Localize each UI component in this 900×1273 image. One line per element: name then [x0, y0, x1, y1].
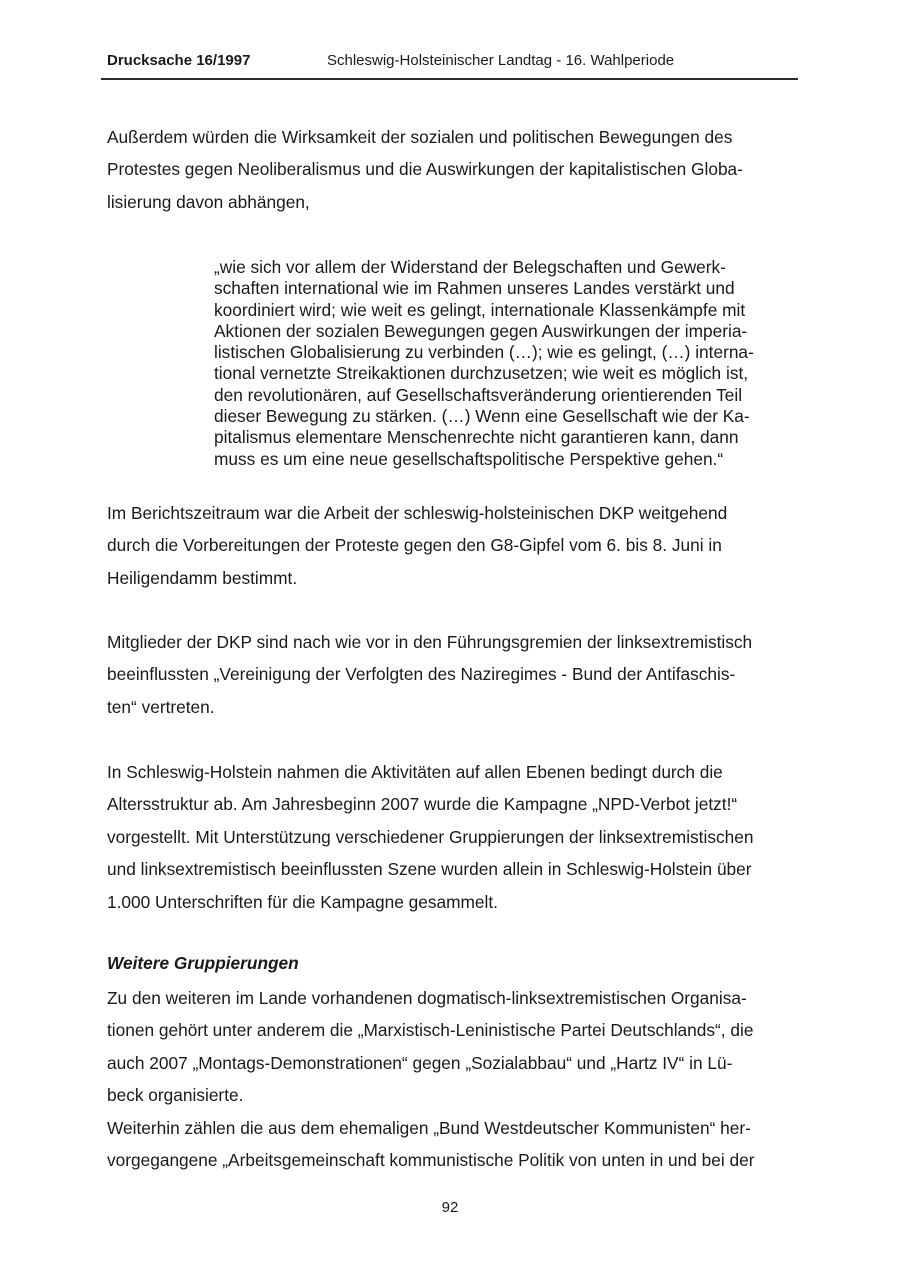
text-line: Altersstruktur ab. Am Jahresbeginn 2007 wurde die Kampagne „NPD-Verbot jetzt!“ — [107, 794, 738, 815]
text-line: vorgestellt. Mit Unterstützung verschiedener Gruppierungen der linksextremistischen — [107, 826, 754, 847]
quote-line: koordiniert wird; wie weit es gelingt, internationale Klassenkämpfe mit — [214, 299, 746, 320]
text-line: vorgegangene „Arbeitsgemeinschaft kommunistische Politik von unten in und bei der — [107, 1150, 755, 1171]
quote-line: den revolutionären, auf Gesellschaftsveränderung orientierenden Teil — [214, 384, 743, 405]
text-line: 1.000 Unterschriften für die Kampagne gesammelt. — [107, 891, 498, 912]
text-line: Im Berichtszeitraum war die Arbeit der schleswig-holsteinischen DKP weitgehend — [107, 503, 728, 523]
header-organization: Schleswig-Holsteinischer Landtag - 16. Wahlperiode — [327, 52, 675, 69]
quote-line: dieser Bewegung zu stärken. (…) Wenn eine Gesellschaft wie der Ka- — [214, 406, 750, 427]
text-line: beeinflussten „Vereinigung der Verfolgten des Naziregimes - Bund der Antifaschis- — [107, 664, 736, 685]
document-number: Drucksache 16/1997 — [107, 52, 251, 69]
text-line: lisierung davon abhängen, — [107, 191, 310, 212]
quote-line: „wie sich vor allem der Widerstand der Belegschaften und Gewerk- — [214, 257, 726, 277]
section-heading: Weitere Gruppierungen — [107, 953, 299, 973]
quote-line: pitalismus elementare Menschenrechte nicht garantieren kann, dann — [214, 427, 739, 448]
paragraph-5 — [107, 982, 797, 1176]
quote-line: listischen Globalisierung zu verbinden (…); wie es gelingt, (…) interna- — [214, 342, 754, 363]
text-line: durch die Vorbereitungen der Proteste gegen den G8-Gipfel vom 6. bis 8. Juni in — [107, 535, 722, 556]
text-line: Heiligendamm bestimmt. — [107, 567, 298, 588]
quote-line: Aktionen der sozialen Bewegungen gegen Auswirkungen der imperia- — [214, 320, 748, 341]
text-line: auch 2007 „Montags-Demonstrationen“ gegen „Sozialabbau“ und „Hartz IV“ in Lü- — [107, 1052, 733, 1073]
text-line: Zu den weiteren im Lande vorhandenen dogmatisch-linksextremistischen Organisa- — [107, 988, 747, 1008]
text-line: In Schleswig-Holstein nahmen die Aktivitäten auf allen Ebenen bedingt durch die — [107, 762, 723, 782]
text-line: Weiterhin zählen die aus dem ehemaligen „Bund Westdeutscher Kommunisten“ her- — [107, 1117, 751, 1138]
quote-line: tional vernetzte Streikaktionen durchzusetzen; wie weit es möglich ist, — [214, 363, 749, 384]
paragraph-1 — [107, 121, 797, 218]
text-line: tionen gehört unter anderem die „Marxistisch-Leninistische Partei Deutschlands“, die — [107, 1020, 754, 1041]
block-quote — [214, 257, 794, 470]
paragraph-3 — [107, 626, 797, 723]
text-line: Außerdem würden die Wirksamkeit der sozialen und politischen Bewegungen des — [107, 127, 733, 147]
page-number: 92 — [441, 1199, 459, 1216]
text-line: und linksextremistisch beeinflussten Szene wurden allein in Schleswig-Holstein über — [107, 859, 752, 880]
paragraph-2 — [107, 497, 797, 594]
text-line: Mitglieder der DKP sind nach wie vor in den Führungsgremien der linksextremistisch — [107, 632, 753, 652]
text-line: beck organisierte. — [107, 1085, 244, 1106]
quote-line: muss es um eine neue gesellschaftspolitische Perspektive gehen.“ — [214, 448, 724, 469]
text-line: ten“ vertreten. — [107, 696, 215, 717]
text-line: Protestes gegen Neoliberalismus und die Auswirkungen der kapitalistischen Globa- — [107, 159, 743, 180]
quote-line: schaften international wie im Rahmen unseres Landes verstärkt und — [214, 278, 735, 299]
paragraph-4 — [107, 756, 797, 918]
page-header — [101, 52, 798, 80]
